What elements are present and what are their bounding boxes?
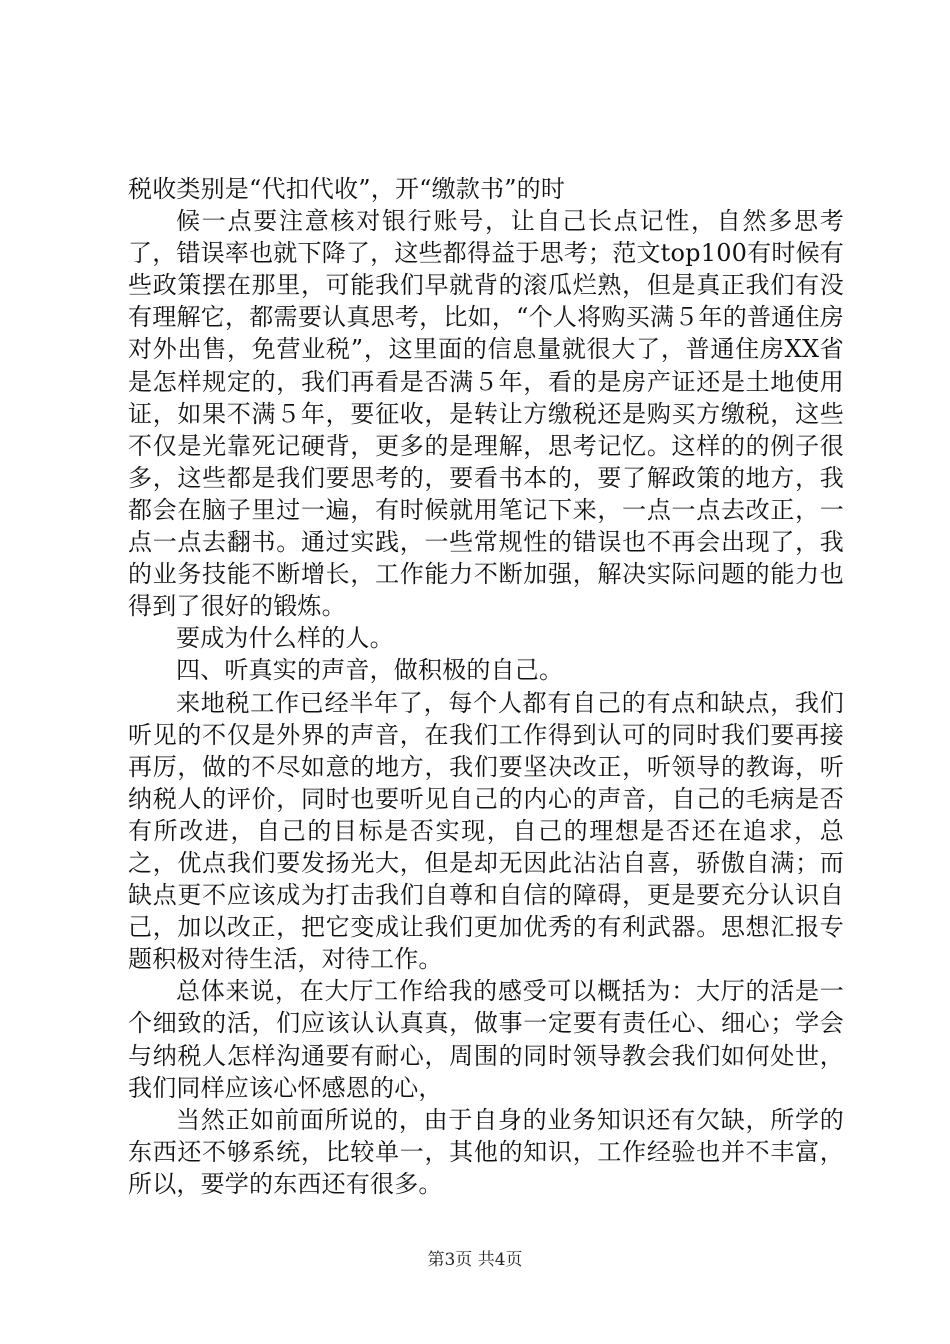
- page-number: 第3页 共4页: [427, 1250, 523, 1270]
- paragraph: 候一点要注意核对银行账号，让自己长点记性，自然多思考了，错误率也就下降了，这些都得益于思考；范文top100有时候有些政策摆在那里，可能我们早就背的滚瓜烂熟，但是真正我们有没有理解它，都需要认真思考，比如，“个人将购买满５年的普通住房对外出售，免营业税”，这里面的信息量就很大了，普通住房XX省是怎样规定的，我们再看是否满５年，看的是房产证还是土地使用证，如果不满５年，要征收，是转让方缴税还是购买方缴税，这些不仅是光靠死记硬背，更多的是理解，思考记忆。这样的的例子很多，这些都是我们要思考的，要看书本的，要了解政策的地方，我都会在脑子里过一遍，有时候就用笔记下来，一点一点去改正，一点一点去翻书。通过实践，一些常规性的错误也不再会出现了，我的业务技能不断增长，工作能力不断加强，解决实际问题的能力也得到了很好的锻炼。: [128, 207, 844, 621]
- page-footer: [0, 1245, 950, 1270]
- paragraph: 要成为什么样的人。: [176, 624, 394, 653]
- paragraph: 当然正如前面所说的，由于自身的业务知识还有欠缺，所学的东西还不够系统，比较单一，其他的知识，工作经验也并不丰富，所以，要学的东西还有很多。: [128, 1105, 844, 1198]
- paragraph-continuation: 税收类别是“代扣代收”，开“缴款书”的时: [128, 175, 566, 203]
- section-heading: 四、听真实的声音，做积极的自己。: [176, 656, 564, 685]
- paragraph: 总体来说，在大厅工作给我的感受可以概括为：大厅的活是一个细致的活，们应该认认真真，做事一定要有责任心、细心；学会与纳税人怎样沟通要有耐心，周围的同时领导教会我们如何处世，我们同样应该心怀感恩的心，: [128, 977, 844, 1102]
- paragraph: 来地税工作已经半年了，每个人都有自己的有点和缺点，我们听见的不仅是外界的声音，在我们工作得到认可的同时我们要再接再厉，做的不尽如意的地方，我们要坚决改正，听领导的教诲，听纳税人的评价，同时也要听见自己的内心的声音，自己的毛病是否有所改进，自己的目标是否实现，自己的理想是否还在追求，总之，优点我们要发扬光大，但是却无因此沾沾自喜，骄傲自满；而缺点更不应该成为打击我们自尊和自信的障碍，更是要充分认识自己，加以改正，把它变成让我们更加优秀的有利武器。思想汇报专题积极对待生活，对待工作。: [128, 688, 844, 974]
- document-body: [128, 173, 844, 1200]
